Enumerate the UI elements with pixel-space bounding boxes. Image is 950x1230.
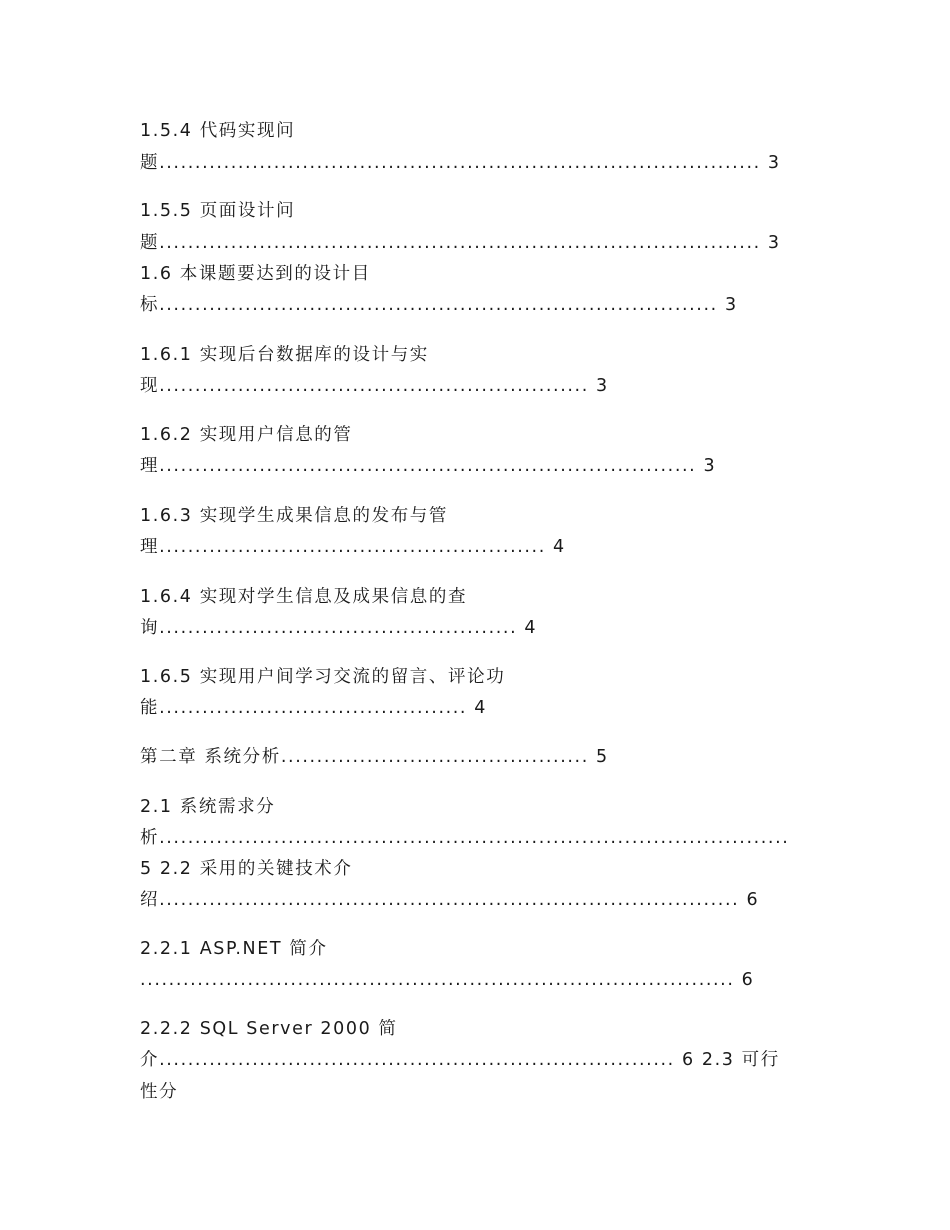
- toc-line: 标.............................................................................. 3: [140, 295, 738, 315]
- toc-line: ................................................................................... 6: [140, 970, 755, 990]
- toc-line: 理...................................................... 4: [140, 537, 566, 557]
- toc-line: 性分: [140, 1082, 179, 1102]
- toc-line: 介........................................................................ 6 2.3 可行: [140, 1050, 780, 1070]
- toc-line: 2.2.2 SQL Server 2000 简: [140, 1019, 398, 1039]
- toc-line: 2.1 系统需求分: [140, 797, 276, 817]
- toc-line: 1.5.5 页面设计问: [140, 201, 296, 221]
- toc-line: 理........................................................................... 3: [140, 456, 717, 476]
- toc-line: 绍................................................................................. 6: [140, 890, 760, 910]
- toc-line: 2.2.1 ASP.NET 简介: [140, 939, 328, 959]
- toc-line: 1.6.5 实现用户间学习交流的留言、评论功: [140, 667, 506, 687]
- toc-line: 1.6 本课题要达到的设计目: [140, 264, 371, 284]
- toc-line: 询.................................................. 4: [140, 618, 538, 638]
- toc-line: 现............................................................ 3: [140, 376, 609, 396]
- toc-line: 1.5.4 代码实现问: [140, 121, 296, 141]
- toc-line: 1.6.2 实现用户信息的管: [140, 425, 353, 445]
- toc-line: 5 2.2 采用的关键技术介: [140, 859, 353, 879]
- toc-line: 1.6.1 实现后台数据库的设计与实: [140, 345, 429, 365]
- toc-line: 析........................................................................................: [140, 828, 790, 848]
- toc-line: 1.6.3 实现学生成果信息的发布与管: [140, 506, 448, 526]
- toc-line: 能........................................... 4: [140, 698, 487, 718]
- toc-line: 题.................................................................................... 3: [140, 153, 781, 173]
- toc-line: 1.6.4 实现对学生信息及成果信息的查: [140, 587, 468, 607]
- toc-line: 第二章 系统分析........................................... 5: [140, 747, 609, 767]
- toc-line: 题.................................................................................... 3: [140, 233, 781, 253]
